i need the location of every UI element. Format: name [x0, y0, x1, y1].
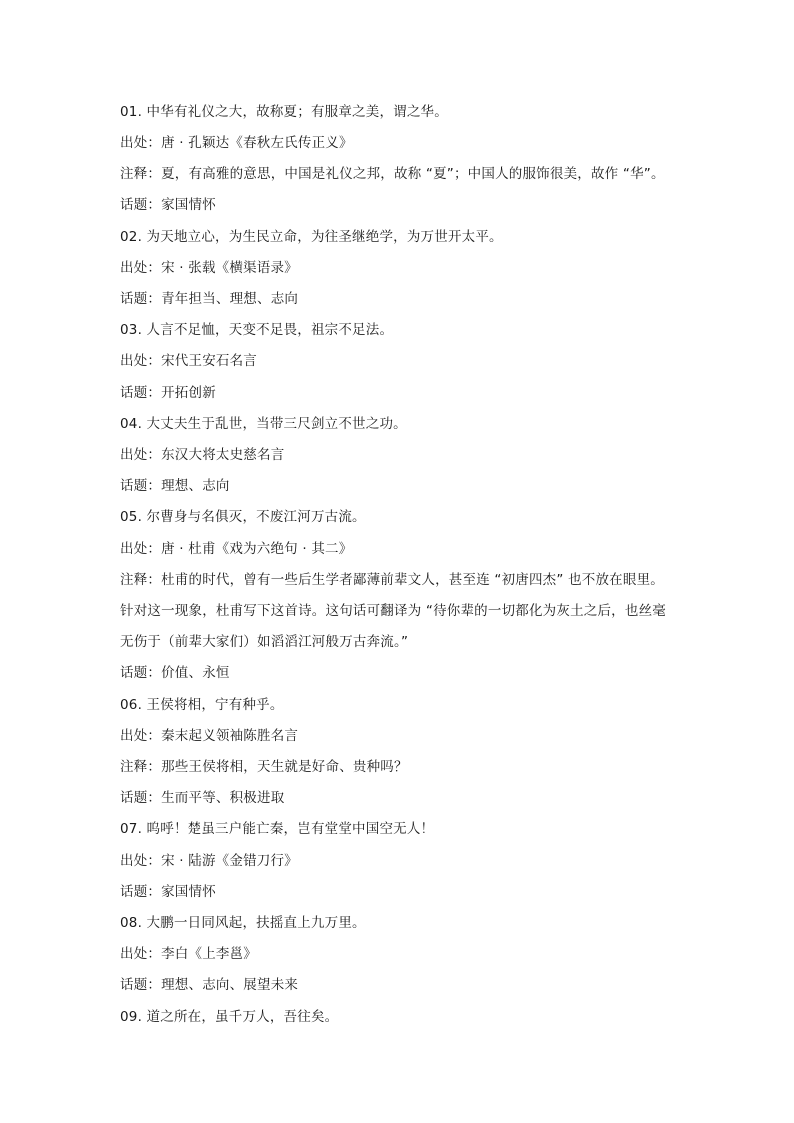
quote-04-topic: 话题：理想、志向 [120, 478, 230, 494]
quote-07-source: 出处：宋 · 陆游《金错刀行》 [120, 853, 298, 869]
quote-05-note-line-2: 针对这一现象，杜甫写下这首诗。这句话可翻译为 “待你辈的一切都化为灰土之后，也丝毫 [120, 603, 666, 619]
quote-09-text: 09. 道之所在，虽千万人，吾往矣。 [120, 1009, 339, 1025]
quote-01-note: 注释：夏，有高雅的意思，中国是礼仪之邦，故称 “夏”；中国人的服饰很美，故作 “华”。 [120, 166, 665, 182]
quote-02-source: 出处：宋 · 张载《横渠语录》 [120, 260, 298, 276]
quote-08-source: 出处：李白《上李邕》 [120, 946, 257, 962]
quote-02-topic: 话题：青年担当、理想、志向 [120, 291, 299, 307]
quote-07-text: 07. 呜呼！楚虽三户能亡秦，岂有堂堂中国空无人！ [120, 821, 435, 837]
quote-05-note-line-3: 无伤于（前辈大家们）如滔滔江河般万古奔流。” [120, 634, 409, 650]
quote-08-text: 08. 大鹏一日同风起，扶摇直上九万里。 [120, 915, 366, 931]
quote-05-note: 注释：杜甫的时代，曾有一些后生学者鄙薄前辈文人，甚至连 “初唐四杰” 也不放在眼里。 [120, 572, 664, 588]
quote-03-topic: 话题：开拓创新 [120, 385, 216, 401]
quote-05-source: 出处：唐 · 杜甫《戏为六绝句 · 其二》 [120, 541, 353, 557]
quote-06-topic: 话题：生而平等、积极进取 [120, 790, 285, 806]
quote-06-source: 出处：秦末起义领袖陈胜名言 [120, 728, 299, 744]
quote-01-source: 出处：唐 · 孔颖达《春秋左氏传正义》 [120, 135, 353, 151]
quote-06-note: 注释：那些王侯将相，天生就是好命、贵种吗？ [120, 759, 408, 775]
quote-01-text: 01. 中华有礼仪之大，故称夏；有服章之美，谓之华。 [120, 104, 448, 120]
quote-08-topic: 话题：理想、志向、展望未来 [120, 977, 299, 993]
quote-01-topic: 话题：家国情怀 [120, 197, 216, 213]
quote-07-topic: 话题：家国情怀 [120, 884, 216, 900]
quote-05-topic: 话题：价值、永恒 [120, 665, 230, 681]
quote-02-text: 02. 为天地立心，为生民立命，为往圣继绝学，为万世开太平。 [120, 229, 503, 245]
quote-03-text: 03. 人言不足恤，天变不足畏，祖宗不足法。 [120, 322, 394, 338]
quote-04-source: 出处：东汉大将太史慈名言 [120, 447, 285, 463]
quote-04-text: 04. 大丈夫生于乱世，当带三尺剑立不世之功。 [120, 416, 407, 432]
quote-06-text: 06. 王侯将相，宁有种乎。 [120, 697, 284, 713]
quote-03-source: 出处：宋代王安石名言 [120, 353, 257, 369]
quote-05-text: 05. 尔曹身与名俱灭，不废江河万古流。 [120, 509, 366, 525]
